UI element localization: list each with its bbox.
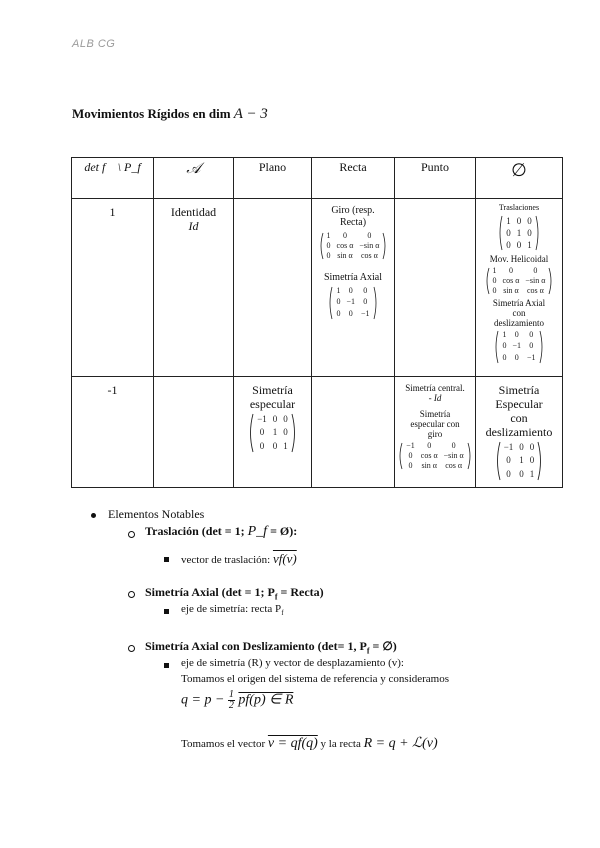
row2-recta: [312, 377, 395, 488]
row2-punto: [395, 377, 476, 488]
notes-sub3-item2: Tomamos el origen del sistema de referencia y consideramos: [181, 673, 450, 685]
helical-matrix: 1 0 0 0 cos α −sin α 0 sin α cos α: [485, 266, 554, 296]
row2-empty: [476, 377, 563, 488]
formula-midpoint: [181, 690, 293, 711]
bullet-square: [164, 557, 169, 562]
row2-punto-label1: Simetría central.: [405, 383, 465, 393]
row2-empty-label4: deslizamiento: [485, 425, 553, 439]
row2-plano-label2: especular: [249, 397, 296, 411]
bullet-circle: [128, 645, 135, 652]
row1-affine: [154, 199, 234, 377]
row1-affine-math: Id: [188, 219, 199, 233]
row2-punto-label2: - Id: [428, 393, 442, 403]
row1-empty-label3: Simetría Axial: [492, 298, 546, 308]
page-header: ALB CG: [72, 38, 116, 50]
rotation-matrix: 1 0 0 0 cos α −sin α 0 sin α cos α: [319, 231, 388, 261]
bullet-circle: [128, 531, 135, 538]
table-row-det-minus-1: [72, 377, 563, 488]
notes-sub1-math: P_f: [247, 524, 268, 539]
notes-sub3-item3: [181, 735, 438, 752]
header-recta: Recta: [312, 158, 395, 199]
formula3: R = q + ℒ(v): [363, 736, 438, 751]
header-punto: Punto: [395, 158, 476, 199]
notes-sub2-item-sub: f: [281, 609, 284, 618]
row2-plano-label1: Simetría: [252, 383, 293, 397]
row1-recta: [312, 199, 395, 377]
bullet-square: [164, 663, 169, 668]
notes-sub3-item4: y la recta: [320, 738, 361, 750]
notes-item1: Elementos Notables: [108, 507, 205, 521]
notes-sub1-item: [181, 551, 297, 567]
notes-sub1: [145, 524, 297, 540]
row1-plano: [234, 199, 312, 377]
specular-matrix: −1 0 0 0 1 0 0 0 1: [248, 413, 297, 453]
notes-sub2-item: [181, 603, 284, 617]
row2-punto-label4: especular con: [410, 419, 460, 429]
formula1-fraction: [228, 690, 235, 711]
title-text: Movimientos Rígidos en dim: [72, 106, 231, 121]
table-header-row: [72, 158, 563, 199]
row2-empty-label3: con: [510, 411, 528, 425]
notes-sub1-end: = Ø):: [270, 524, 298, 538]
bullet-dot: [91, 513, 96, 518]
notes-sub2-sub: f: [274, 592, 278, 602]
notes-sub1-text: Traslación (det = 1;: [145, 524, 245, 538]
row2-plano: [234, 377, 312, 488]
formula1-left: q = p −: [181, 692, 225, 708]
notes-sub3-end: = ∅): [369, 639, 397, 653]
row1-empty-label1: Traslaciones: [498, 203, 540, 212]
page-title: [72, 106, 268, 123]
notes-sub2-text: Simetría Axial (det = 1; P: [145, 585, 275, 599]
rigid-motions-table: [71, 157, 563, 488]
notes-sub3: [145, 639, 397, 655]
row1-empty-label4: con: [512, 308, 526, 318]
row2-det: -1: [72, 377, 154, 488]
notes-sub2-end: = Recta): [280, 585, 324, 599]
row1-det: 1: [72, 199, 154, 377]
row1-affine-label: Identidad: [170, 205, 217, 219]
row1-empty-label2: Mov. Helicoidal: [489, 254, 549, 264]
header-empty: ∅: [476, 158, 563, 199]
notes-sub3-item1: eje de simetría (R) y vector de desplazamiento (v):: [181, 657, 404, 669]
row2-punto-label5: giro: [427, 429, 443, 439]
glide-specular-matrix: −1 0 0 0 1 0 0 0 1: [495, 441, 544, 481]
bullet-square: [164, 609, 169, 614]
notes-sub2: [145, 585, 324, 601]
notes-sub3-sub: f: [366, 646, 370, 656]
header-affine: 𝒜: [154, 158, 234, 199]
row2-empty-label1: Simetría: [498, 383, 540, 397]
notes-sub3-text: Simetría Axial con Deslizamiento (det= 1, P: [145, 639, 367, 653]
axial-symmetry-matrix: 1 0 0 0 −1 0 0 0 −1: [328, 286, 377, 320]
formula1-right: pf(p) ∈ R: [238, 692, 294, 708]
bullet-circle: [128, 591, 135, 598]
row1-empty-label5: deslizamiento: [494, 318, 544, 328]
row1-recta-label2: Recta): [339, 217, 367, 228]
row1-recta-label1: Giro (resp.: [331, 205, 375, 216]
table-row-det-1: [72, 199, 563, 377]
formula1-den: 2: [228, 700, 234, 711]
notes-sub1-vec: νf(ν): [272, 551, 297, 566]
notes-sub3-item3-text: Tomamos el vector: [181, 738, 266, 750]
row2-empty-label2: Especular: [495, 397, 543, 411]
formula2: v = qf(q): [267, 736, 318, 751]
row2-affine: [154, 377, 234, 488]
row1-punto: [395, 199, 476, 377]
row1-empty: [476, 199, 563, 377]
row1-recta-label3: Simetría Axial: [323, 272, 383, 283]
rotoreflection-matrix: −1 0 0 0 cos α −sin α 0 sin α cos α: [398, 441, 471, 471]
header-det: det f⃗ \ P_f: [72, 158, 154, 199]
translation-matrix: 1 0 0 0 1 0 0 0 1: [498, 215, 540, 251]
notes-sub1-item-text: vector de traslación:: [181, 554, 271, 566]
glide-axial-matrix: 1 0 0 0 −1 0 0 0 −1: [494, 330, 543, 364]
title-math: A − 3: [233, 106, 268, 122]
row2-punto-label3: Simetría: [419, 409, 451, 419]
notes-sub2-item-text: eje de simetría: recta P: [181, 603, 282, 615]
header-plano: Plano: [234, 158, 312, 199]
formula1-num: 1: [228, 689, 234, 700]
